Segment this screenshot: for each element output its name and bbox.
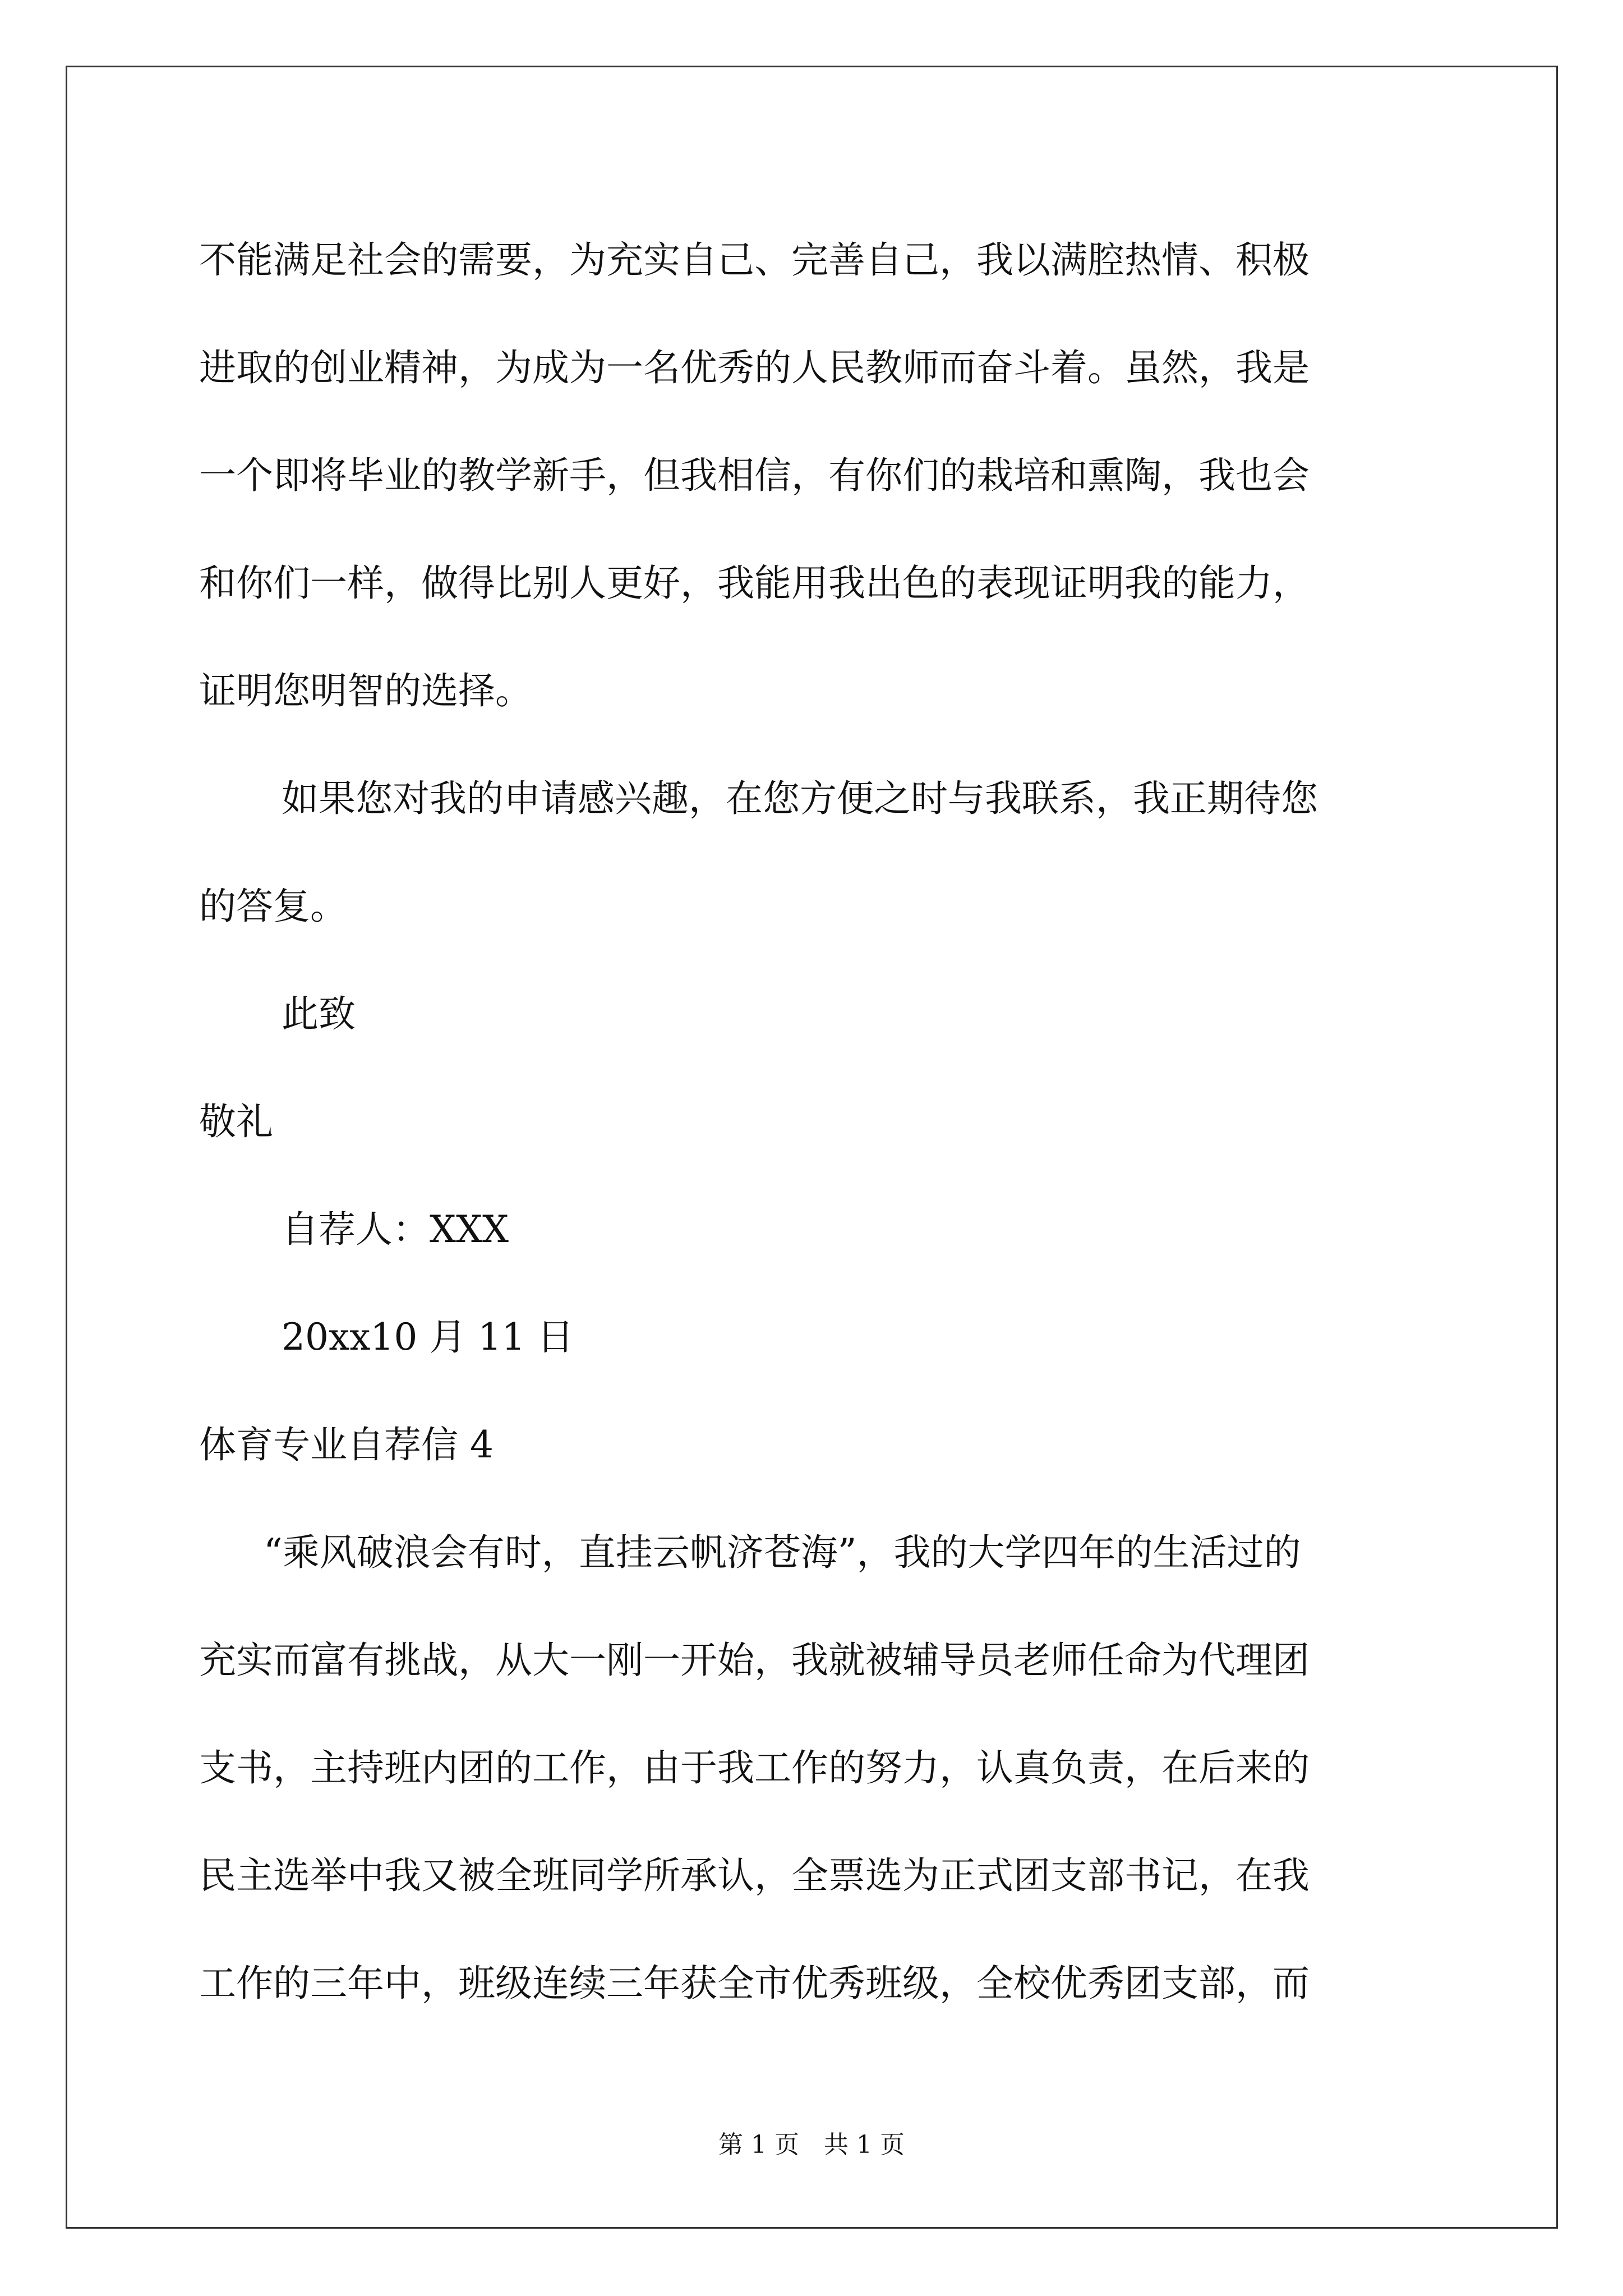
text-line: 充实而富有挑战，从大一刚一开始，我就被辅导员老师任命为代理团	[199, 1639, 1310, 1682]
text-line: 支书，主持班内团的工作，由于我工作的努力，认真负责，在后来的	[199, 1746, 1310, 1789]
page-footer: 第 1 页 共 1 页	[718, 2131, 905, 2159]
text-line: 不能满足社会的需要，为充实自己、完善自己，我以满腔热情、积极	[199, 238, 1310, 282]
text-line: 和你们一样，做得比别人更好，我能用我出色的表现证明我的能力，	[199, 562, 1310, 605]
text-line: 进取的创业精神，为成为一名优秀的人民教师而奋斗着。虽然，我是	[199, 346, 1310, 389]
text-line: 的答复。	[199, 885, 347, 928]
text-line: 民主选举中我又被全班同学所承认，全票选为正式团支部书记，在我	[199, 1854, 1310, 1897]
text-line: “乘风破浪会有时，直挂云帆济苍海”，我的大学四年的生活过的	[264, 1531, 1301, 1574]
date-line: 20xx10 月 11 日	[282, 1315, 574, 1359]
text-line: 工作的三年中，班级连续三年获全市优秀班级，全校优秀团支部，而	[199, 1962, 1310, 2005]
text-line: 一个即将毕业的教学新手，但我相信，有你们的栽培和熏陶，我也会	[199, 454, 1310, 497]
salutation-respect: 敬礼	[199, 1100, 273, 1143]
signature-line: 自荐人：XXX	[282, 1208, 509, 1251]
section-heading: 体育专业自荐信 4	[199, 1423, 494, 1466]
salutation-closing: 此致	[282, 992, 356, 1036]
text-line: 如果您对我的申请感兴趣，在您方便之时与我联系，我正期待您	[282, 777, 1318, 820]
text-line: 证明您明智的选择。	[199, 669, 532, 712]
